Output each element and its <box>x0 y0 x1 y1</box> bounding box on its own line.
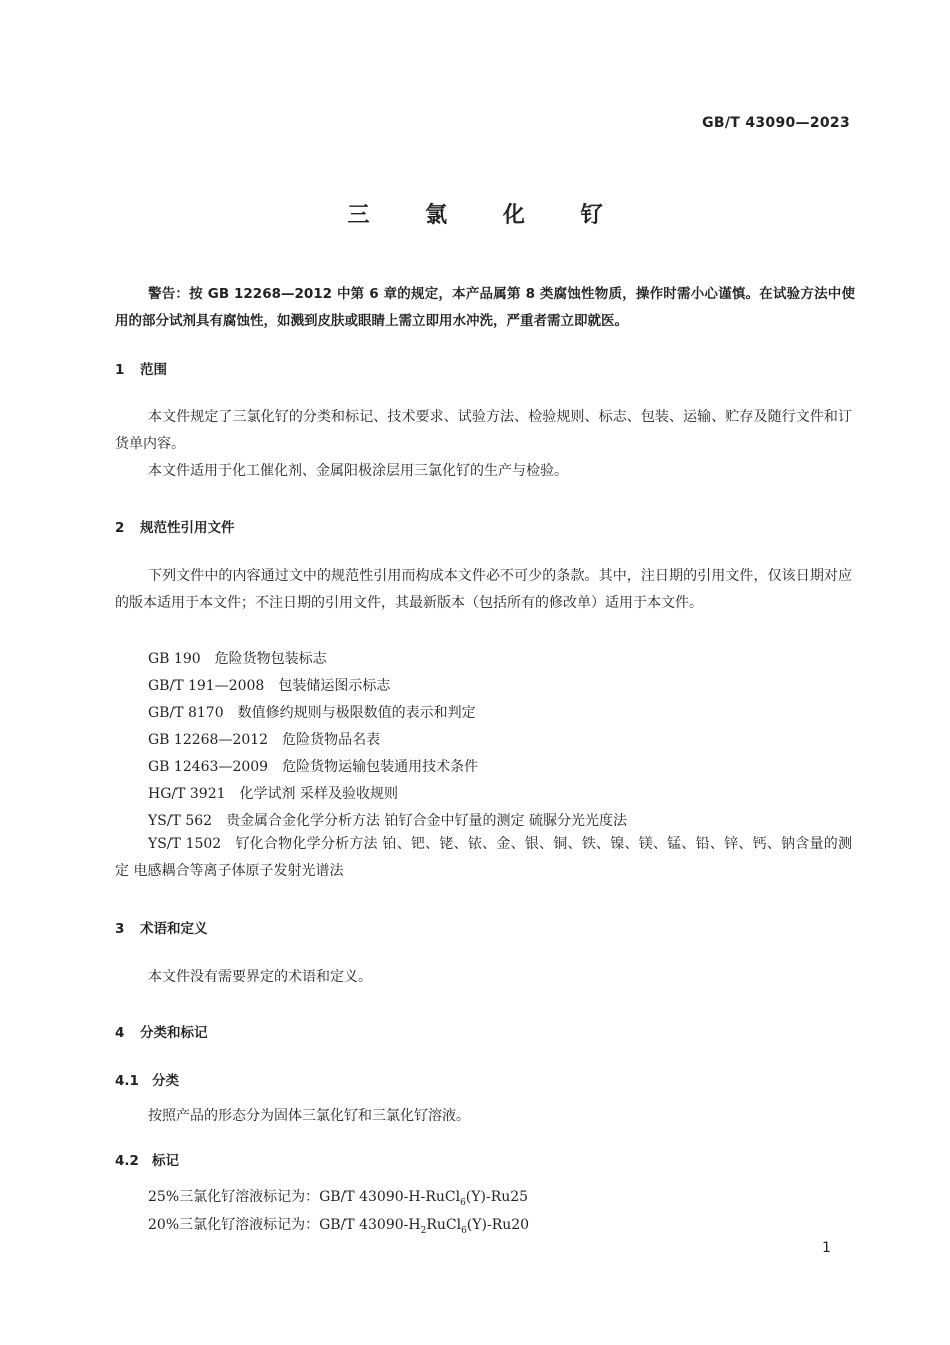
section-1-heading <box>115 358 167 378</box>
subsection-number: 4.2 <box>115 1153 139 1169</box>
section-number: 4 <box>115 1025 125 1041</box>
warning-paragraph: 警告：按 GB 12268—2012 中第 6 章的规定，本产品属第 8 类腐蚀性物质，操作时需小心谨慎。在试验方法中使用的部分试剂具有腐蚀性，如溅到皮肤或眼睛上需立即用水冲洗，严重者需立即就医。 <box>115 286 855 329</box>
scope-paragraph-1: 本文件规定了三氯化钌的分类和标记、技术要求、试验方法、检验规则、标志、包装、运输、贮存及随行文件和订货单内容。 <box>115 409 852 452</box>
section-title: 规范性引用文件 <box>140 520 235 536</box>
subsection-title: 标记 <box>152 1153 179 1169</box>
subsection-title: 分类 <box>152 1073 179 1089</box>
reference-item <box>148 702 476 722</box>
terms-paragraph: 本文件没有需要界定的术语和定义。 <box>148 969 372 985</box>
subsection-4-2-heading <box>115 1149 179 1169</box>
reference-item <box>115 831 852 885</box>
reference-title: 化学试剂 采样及验收规则 <box>239 786 398 802</box>
reference-item <box>148 756 478 776</box>
section-number: 1 <box>115 362 125 378</box>
reference-title: 贵金属合金化学分析方法 铂钌合金中钌量的测定 硫脲分光光度法 <box>226 813 627 829</box>
reference-code: YS/T 562 <box>148 813 213 829</box>
reference-code: HG/T 3921 <box>148 786 226 802</box>
reference-code: GB 12463—2009 <box>148 759 269 775</box>
marking-example-2: 20%三氯化钌溶液标记为：GB/T $43090-H_2RuCl_6(Y)-Ru20$ <box>148 1217 530 1236</box>
reference-item <box>148 729 380 749</box>
reference-title: 数值修约规则与极限数值的表示和判定 <box>237 705 476 721</box>
reference-item <box>148 810 627 830</box>
marking-example-1: 25%三氯化钌溶液标记为：GB/T 43090-H-RuCl$_6$(Y)-Ru25 <box>148 1189 529 1208</box>
scope-paragraph-2: 本文件适用于化工催化剂、金属阳极涂层用三氯化钌的生产与检验。 <box>148 463 568 479</box>
reference-title: 危险货物品名表 <box>282 732 381 748</box>
page-number: 1 <box>822 1240 831 1256</box>
reference-title: 包装储运图示标志 <box>278 678 391 694</box>
reference-code: YS/T 1502 <box>148 836 222 852</box>
subsection-4-1-heading <box>115 1069 179 1089</box>
section-number: 3 <box>115 921 125 937</box>
classification-paragraph: 按照产品的形态分为固体三氯化钌和三氯化钌溶液。 <box>148 1108 470 1124</box>
section-2-heading <box>115 516 235 536</box>
reference-item <box>148 675 390 695</box>
reference-item <box>148 648 327 668</box>
section-4-heading <box>115 1021 208 1041</box>
reference-code: GB/T 191—2008 <box>148 678 265 694</box>
subsection-number: 4.1 <box>115 1073 139 1089</box>
section-title: 分类和标记 <box>140 1025 208 1041</box>
reference-title: 危险货物包装标志 <box>214 651 327 667</box>
reference-title: 危险货物运输包装通用技术条件 <box>282 759 479 775</box>
section-title: 术语和定义 <box>140 921 208 937</box>
section-3-heading <box>115 917 208 937</box>
references-intro: 下列文件中的内容通过文中的规范性引用而构成本文件必不可少的条款。其中，注日期的引用文件，仅该日期对应的版本适用于本文件；不注日期的引用文件，其最新版本（包括所有的修改单）适用于本文件。 <box>115 568 852 611</box>
reference-code: GB 12268—2012 <box>148 732 269 748</box>
section-number: 2 <box>115 520 125 536</box>
reference-title: 钌化合物化学分析方法 铂、钯、铑、铱、金、银、铜、铁、镍、镁、锰、铅、锌、钙、钠含量的测定 电感耦合等离子体原子发射光谱法 <box>115 836 852 879</box>
standard-code: GB/T 43090—2023 <box>702 115 850 131</box>
reference-code: GB 190 <box>148 651 201 667</box>
reference-code: GB/T 8170 <box>148 705 224 721</box>
reference-item <box>148 783 398 803</box>
document-title: 三 氯 化 钌 <box>347 203 627 228</box>
section-title: 范围 <box>140 362 167 378</box>
